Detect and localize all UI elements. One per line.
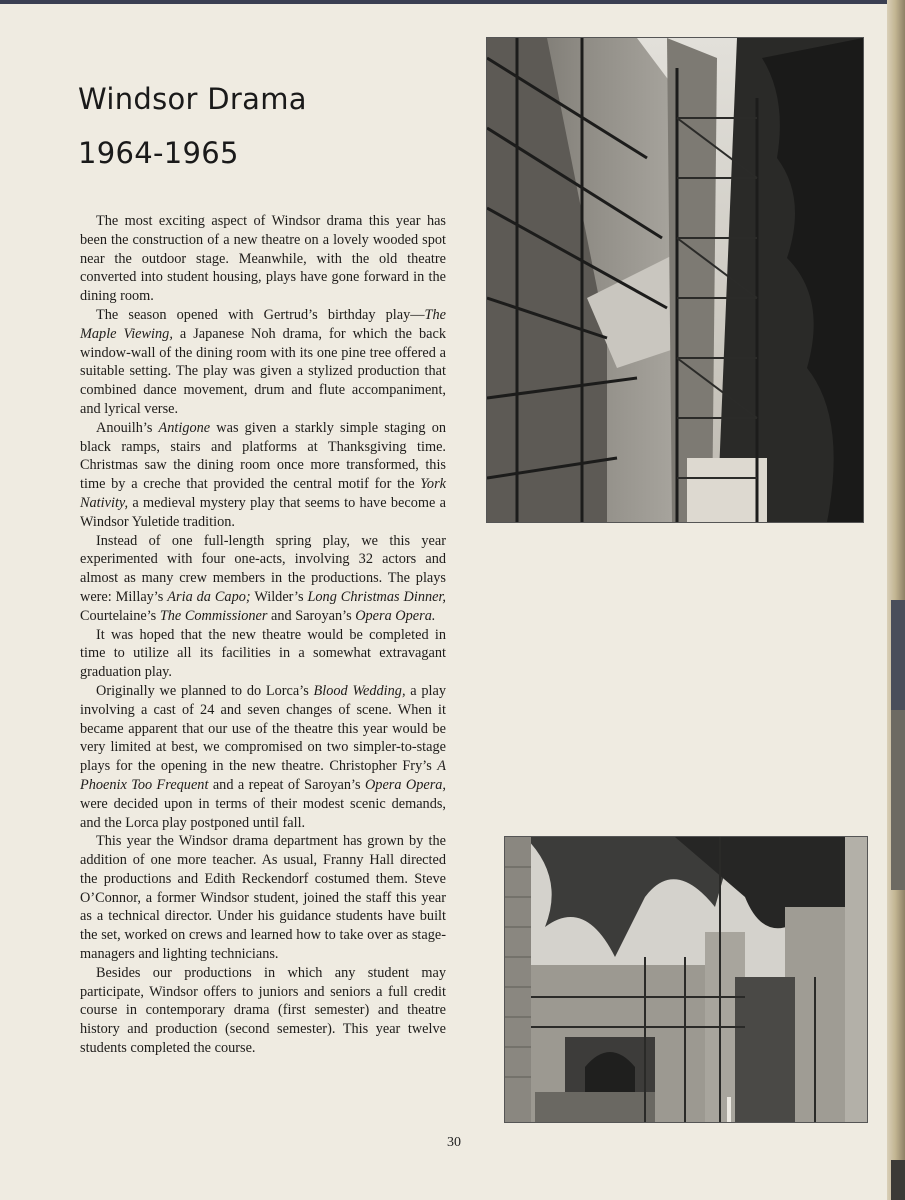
text-run: The season opened with Gertrud’s birthday play— xyxy=(96,306,425,323)
text-run: a medieval mystery play that seems to have become a Windsor Yuletide tradition. xyxy=(80,494,446,530)
italic-title-run: York Nativity, xyxy=(80,476,446,511)
page-number: 30 xyxy=(447,1135,461,1150)
text-run: a play involving a cast of 24 and seven changes of scene. When it became apparent that our use of the theatre this year would be very limited at best, we compromised on two simpler-to-stage plays for the opening in the new theatre. Christopher Fry’s xyxy=(80,682,447,775)
scaffolding-photo-graphic xyxy=(487,38,863,522)
page-top-edge xyxy=(0,0,905,4)
theatre-block-walls-construction-photo xyxy=(504,836,868,1123)
adjacent-page-bleed xyxy=(891,600,905,710)
italic-title-run: The Maple Viewing, xyxy=(80,306,446,342)
text-run: Originally we planned to do Lorca’s xyxy=(96,682,314,699)
theatre-construction-scaffolding-photo xyxy=(486,37,864,523)
text-run: and a repeat of Saroyan’s xyxy=(208,776,365,793)
italic-title-run: Opera Opera. xyxy=(355,607,436,624)
text-run: Anouilh’s xyxy=(96,419,159,436)
text-run: Wilder’s xyxy=(250,588,308,605)
text-run: This year the Windsor drama department has grown by the addition of one more teacher. As usual, Franny Hall directed the productions and Edith Reckendorf costumed them. Steve O’Connor, a former Windsor student, joined the staff this year as a technical director. Under his guidance students have built the set, worked on crews and learned how to take over as stage-managers and lighting technicians. xyxy=(80,833,446,963)
article-paragraph xyxy=(80,682,446,832)
page-title-line: Windsor Drama xyxy=(78,82,307,116)
italic-title-run: Blood Wedding, xyxy=(313,682,406,699)
article-paragraph xyxy=(80,212,446,306)
italic-title-run: Opera Opera, xyxy=(364,776,446,793)
article-paragraph xyxy=(80,306,446,419)
article-paragraph xyxy=(80,532,446,626)
block-walls-photo-graphic xyxy=(505,837,867,1122)
italic-title-run: Aria da Capo; xyxy=(167,588,251,605)
text-run: a Japanese Noh drama, for which the back window-wall of the dining room with its one pine tree offered a suitable setting. The play was given a stylized production that combined dance movement, drum and flute accompaniment, and lyrical verse. xyxy=(80,325,446,417)
italic-title-run: The Commissioner xyxy=(159,607,268,624)
text-run: Instead of one full-length spring play, we this year experimented with four one-acts, involving 32 actors and almost as many crew members in the productions. The plays were: Millay’s xyxy=(80,532,446,605)
text-run: were decided upon in terms of their modest scenic demands, and the Lorca play postponed until fall. xyxy=(80,795,446,831)
italic-title-run: Long Christmas Dinner, xyxy=(307,588,447,605)
adjacent-page-bleed xyxy=(891,1160,905,1200)
italic-title-run: Antigone xyxy=(158,419,211,436)
article-paragraph xyxy=(80,832,446,964)
text-run: It was hoped that the new theatre would be completed in time to utilize all its facilities in a somewhat extravagant graduation play. xyxy=(80,626,446,681)
article-body xyxy=(80,212,446,1058)
italic-title-run: A Phoenix Too Frequent xyxy=(80,758,446,793)
article-paragraph xyxy=(80,419,446,532)
page-title-years: 1964-1965 xyxy=(78,136,239,170)
text-run: was given a starkly simple staging on black ramps, stairs and platforms at Thanksgiving time. Christmas saw the dining room once more transformed, this time by a creche that provided the central motif for the xyxy=(80,419,446,493)
text-run: The most exciting aspect of Windsor drama this year has been the construction of a new theatre on a lovely wooded spot near the outdoor stage. Meanwhile, with the old theatre converted into student housing, plays have gone forward in the dining room. xyxy=(80,213,446,305)
text-run: Besides our productions in which any student may participate, Windsor offers to juniors and seniors a full credit course in contemporary drama (first semester) and theatre history and production (second semester). This year twelve students completed the course. xyxy=(80,964,446,1057)
text-run: and Saroyan’s xyxy=(267,607,356,624)
text-run: Courtelaine’s xyxy=(80,607,160,624)
article-paragraph xyxy=(80,964,446,1058)
article-paragraph xyxy=(80,626,446,682)
adjacent-page-bleed xyxy=(891,710,905,890)
page-title xyxy=(78,72,307,180)
